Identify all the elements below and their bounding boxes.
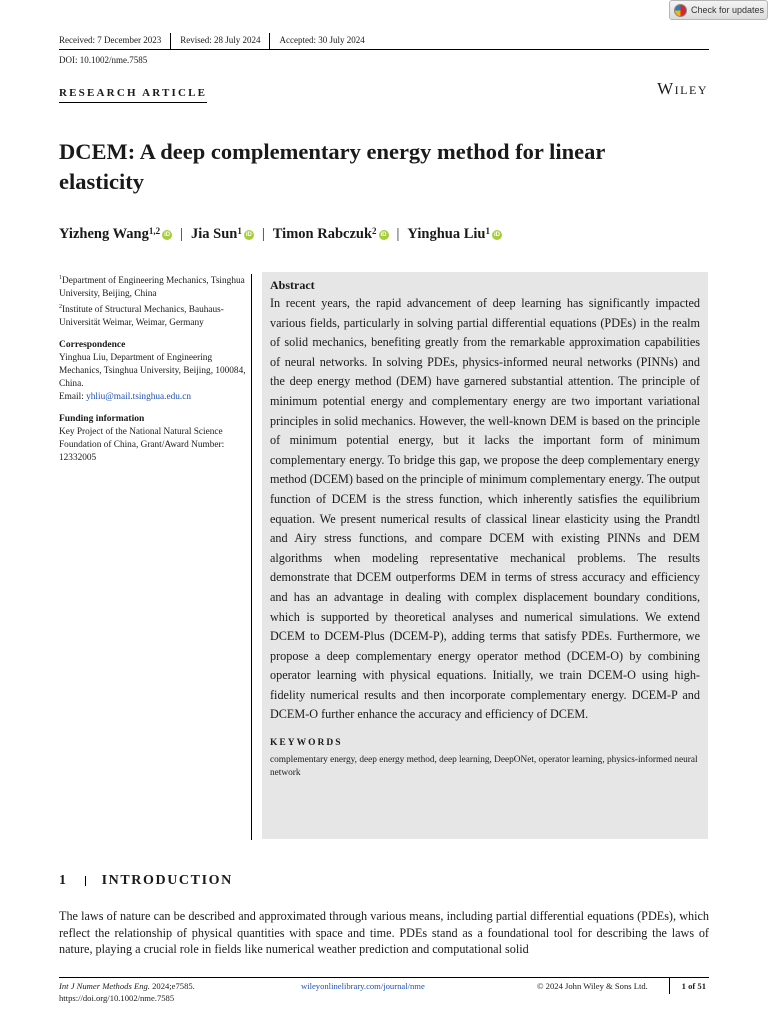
email-label: Email: xyxy=(59,392,84,403)
affiliation xyxy=(59,272,249,301)
section-divider xyxy=(85,876,86,886)
author-divider: | xyxy=(396,226,400,242)
check-for-updates-label: Check for updates xyxy=(691,5,765,15)
article-type: RESEARCH ARTICLE xyxy=(59,87,207,103)
section-title: INTRODUCTION xyxy=(101,873,233,888)
author[interactable] xyxy=(273,226,389,243)
journal-citation xyxy=(59,980,195,992)
author-divider: | xyxy=(261,226,265,242)
author-divider: | xyxy=(180,226,183,242)
author[interactable] xyxy=(59,226,172,243)
intro-paragraph: The laws of nature can be described and approximated through various means, including partial differential equations (PDEs), which reflect the relationship of physical quantities with space and time. PDEs stand as a foundational tool for describing the laws of nature, playing a crucial role in fields like numerical weather prediction and computational solid xyxy=(59,909,709,956)
article-title: DCEM: A deep complementary energy method for linear elasticity xyxy=(59,139,605,194)
keywords-list: complementary energy, deep energy method, deep learning, DeepONet, operator learning, physics-informed neural network xyxy=(270,755,698,779)
funding-heading: Funding information xyxy=(59,414,145,425)
section-heading xyxy=(59,873,233,889)
orcid-icon[interactable]: iD xyxy=(245,231,252,238)
sidebar-divider xyxy=(251,274,252,840)
author-name: Timon Rabczuk xyxy=(272,226,373,242)
article-history xyxy=(59,33,709,50)
author-affiliation-sup: 1 xyxy=(485,225,490,236)
correspondence-heading: Correspondence xyxy=(59,340,126,351)
journal-site-link[interactable]: wileyonlinelibrary.com/journal/nme xyxy=(301,981,425,991)
footer-doi-link[interactable]: https://doi.org/10.1002/nme.7585 xyxy=(59,993,175,1003)
journal-name: Int J Numer Methods Eng. xyxy=(59,981,150,991)
abstract-text: In recent years, the rapid advancement of deep learning has significantly impacted various fields, particularly in solving partial differential equations (PDEs) in the realm of solid mechanics, benefiting greatly from the remarkable approximation capabilities of neural networks. In solving PDEs, physics-informed neural networks (PINNs) and the deep energy method (DEM) have garnered substantial attention. The principle of minimum potential energy and complementary energy are two important variational principles in solid mechanics. However, the well-known DEM is based on the principle of minimum potential energy, but it lacks the important form of minimum complementary energy. To bridge this gap, we propose the deep complementary energy method (DCEM) based on the principle of minimum complementary energy. The output function of DCEM is the stress function, which inherently satisfies the equilibrium equation. We present numerical results of classical linear elasticity using the Prandtl and Airy stress functions, and compare DCEM with existing PINNs and DEM algorithms when modeling representative mechanical problems. The results demonstrate that DCEM outperforms DEM in terms of stress accuracy and efficiency and has an advantage in dealing with complex displacement boundary conditions, which is supported by theoretical analyses and numerical simulations. We extend DCEM to DCEM-Plus (DCEM-P), adding terms that satisfy PDEs. Furthermore, we propose a deep complementary energy operator method (DCEM-O) by combining operator learning with physical equations. Initially, we train DCEM-O using high-fidelity numerical results and then incorporate complementary energy. DCEM-P and DCEM-O further enhance the accuracy and efficiency of DCEM. xyxy=(270,296,700,722)
author-affiliation-sup: 1,2 xyxy=(148,225,161,236)
accepted-date: Accepted: 30 July 2024 xyxy=(279,35,365,45)
author-affiliation-sup: 2 xyxy=(372,225,377,236)
author-name: Jia Sun xyxy=(191,226,238,242)
article-sidebar xyxy=(59,272,249,465)
check-for-updates-button[interactable] xyxy=(669,0,768,20)
publisher-logo: Wiley xyxy=(657,79,708,98)
correspondence-email xyxy=(59,391,249,404)
author-name: Yinghua Liu xyxy=(407,226,486,242)
received-date: Received: 7 December 2023 xyxy=(59,35,162,45)
doi: DOI: 10.1002/nme.7585 xyxy=(59,55,148,65)
affiliation xyxy=(59,301,249,330)
keywords-heading: KEYWORDS xyxy=(270,738,343,749)
author[interactable] xyxy=(407,226,502,243)
section-number: 1 xyxy=(59,873,68,888)
author-affiliation-sup: 1 xyxy=(237,225,242,236)
abstract-panel xyxy=(262,272,708,839)
footer-divider xyxy=(59,977,709,978)
copyright: © 2024 John Wiley & Sons Ltd. xyxy=(537,981,648,991)
correspondence-text: Yinghua Liu, Department of Engineering Mechanics, Tsinghua University, Beijing, 100084, China. xyxy=(59,353,246,390)
affiliation-sup: 2 xyxy=(59,304,62,311)
crossmark-icon xyxy=(674,4,687,17)
affiliation-text: Department of Engineering Mechanics, Tsinghua University, Beijing, China xyxy=(59,276,245,300)
orcid-icon[interactable]: iD xyxy=(164,231,171,238)
email-link[interactable]: yhliu@mail.tsinghua.edu.cn xyxy=(86,392,191,403)
affiliation-sup: 1 xyxy=(59,275,62,281)
affiliation-text: Institute of Structural Mechanics, Bauhaus-Universität Weimar, Weimar, Germany xyxy=(59,305,224,329)
author-list xyxy=(59,226,502,243)
funding-text: Key Project of the National Natural Science Foundation of China, Grant/Award Number: 12332005 xyxy=(59,427,225,464)
author[interactable] xyxy=(191,226,254,243)
orcid-icon[interactable]: iD xyxy=(380,231,387,238)
abstract-heading: Abstract xyxy=(270,278,315,292)
journal-volume: 2024;e7585. xyxy=(152,981,195,991)
revised-date: Revised: 28 July 2024 xyxy=(180,35,261,45)
page-number: 1 of 51 xyxy=(669,977,709,994)
orcid-icon[interactable]: iD xyxy=(493,231,500,238)
author-name: Yizheng Wang xyxy=(59,226,149,242)
